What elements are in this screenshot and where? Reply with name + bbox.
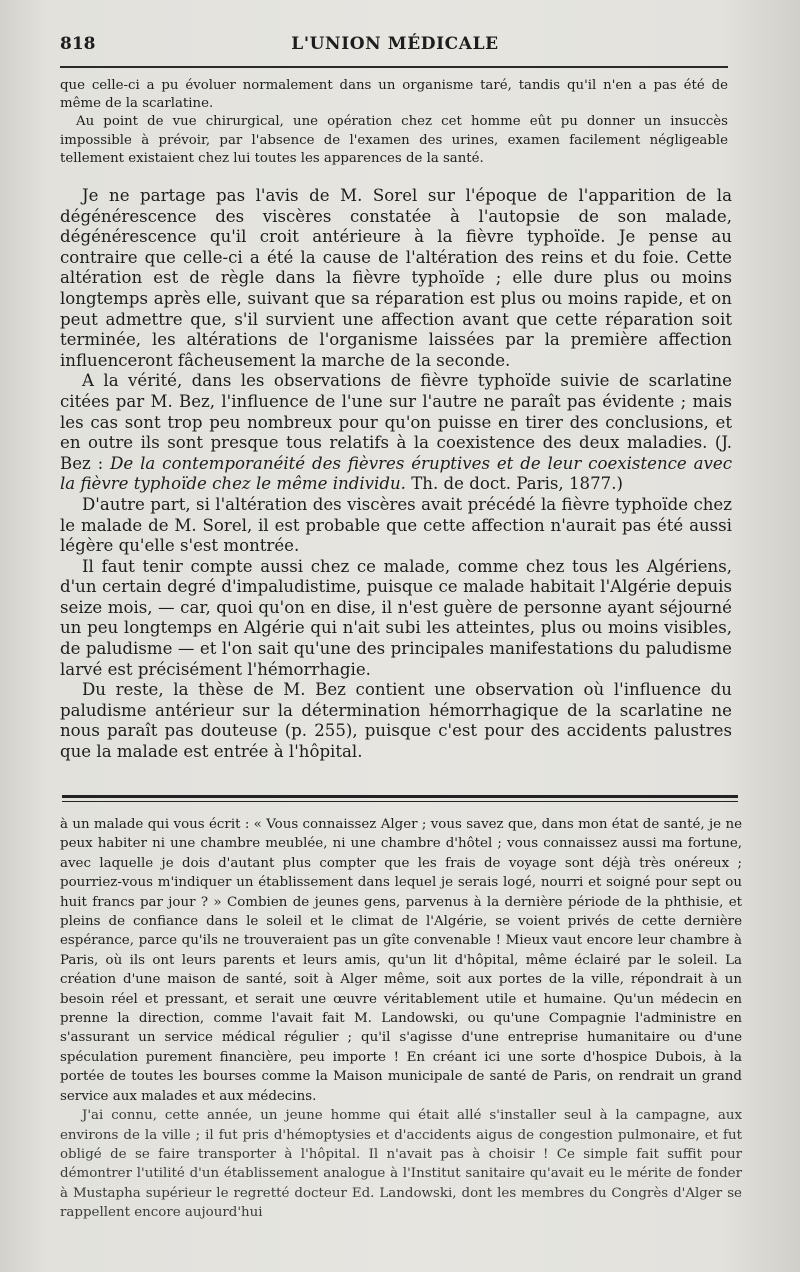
main-paragraph [60, 371, 732, 495]
main-paragraph: D'autre part, si l'altération des viscères avait précédé la fièvre typhoïde chez le malade de M. Sorel, il est probable que cette affection n'aurait pas été aussi légère qu'elle s'est montrée. [60, 494, 732, 556]
main-paragraph: Je ne partage pas l'avis de M. Sorel sur l'époque de l'apparition de la dégénérescence des viscères constatée à l'autopsie de son malade, dégénérescence qu'il croit antérieure à la fièvre typhoïde. Je pense au contraire que celle-ci a été la cause de l'altération des reins et du foie. Cette altération est de règle dans la fièvre typhoïde ; elle dure plus ou moins longtemps après elle, suivant que sa réparation est plus ou moins rapide, et on peut admettre que, s'il survient une affection avant que cette réparation soit terminée, les altérations de l'organisme laissées par la première affection influenceront fâcheusement la marche de la seconde. [60, 186, 732, 370]
footnote-paragraph: J'ai connu, cette année, un jeune homme qui était allé s'installer seul à la campagne, aux environs de la ville ; il fut pris d'hémoptysies et d'accidents aigus de congestion pulmonaire, et fut obligé de se faire transporter à l'hôpital. Il n'avait pas à choisir ! Ce simple fait suffit pour démontrer l'utilité d'un établissement analogue à l'Institut sanitaire qu'avait eu le mérite de fonder à Mustapha supérieur le regretté docteur Ed. Landowski, dont les membres du Congrès d'Alger se rappellent encore aujourd'hui [60, 1108, 742, 1221]
thesis-title: De la contemporanéité des fièvres éruptives et de leur coexistence avec la fièvre typhoïde chez le même individu. [60, 453, 732, 494]
paragraph-text: Th. de doct. Paris, 1877.) [405, 474, 623, 494]
page-number: 818 [60, 34, 96, 54]
footnote-text [60, 815, 742, 1223]
main-paragraph: Il faut tenir compte aussi chez ce malade, comme chez tous les Algériens, d'un certain degré d'impaludistime, puisque ce malade habitait l'Algérie depuis seize mois, — car, quoi qu'on en dise, il n'est guère de personne ayant séjourné un peu longtemps en Algérie qui n'ait subi les atteintes, plus ou moins visibles, de paludisme — et l'on sait qu'une des principales manifestations du paludisme larvé est précisément l'hémorrhagie. [60, 556, 732, 679]
header-rule [60, 66, 728, 68]
page-header [60, 34, 730, 58]
running-title: L'UNION MÉDICALE [291, 34, 499, 54]
main-paragraph: Du reste, la thèse de M. Bez contient une observation où l'influence du paludisme antérieur sur la détermination hémorrhagique de la scarlatine ne nous paraît pas douteuse (p. 255), puisque c'est pour des accidents palustres que la malade est entrée à l'hôpital. [60, 680, 732, 762]
intro-paragraph: Au point de vue chirurgical, une opération chez cet homme eût pu donner un insuccès impossible à prévoir, par l'absence de l'examen des urines, examen facilement négligeable tellement existaient chez lui toutes les apparences de la santé. [60, 114, 728, 166]
main-text [60, 186, 732, 763]
footnote-separator [62, 795, 738, 802]
paragraph-text: A la vérité, dans les observations de fièvre typhoïde suivie de scarlatine citées par M. Bez, l'influence de l'une sur l'autre ne paraît pas évidente ; mais les cas sont trop peu nombreux pour qu'on puisse en tirer des conclusions, et en outre ils sont presque tous relatifs à la coexistence des deux maladies. (J. Bez : [60, 371, 732, 473]
footnote-paragraph: à un malade qui vous écrit : « Vous connaissez Alger ; vous savez que, dans mon état de santé, je ne peux habiter ni une chambre meublée, ni une chambre d'hôtel ; vous connaissez aussi ma fortune, avec laquelle je dois d'autant plus compter que les frais de voyage sont déjà très onéreux ; pourriez-vous m'indiquer un établissement dans lequel je serais logé, nourri et soigné pour sept ou huit francs par jour ? » Combien de jeunes gens, parvenus à la dernière période de la phthisie, et pleins de confiance dans le soleil et le climat de l'Algérie, se voient privés de cette dernière espérance, parce qu'ils ne trouveraient pas un gîte convenable ! Mieux vaut encore leur chambre à Paris, où ils ont leurs parents et leurs amis, qu'un lit d'hôpital, même éclairé par le soleil. La création d'une maison de santé, soit à Alger même, soit aux portes de la ville, répondrait à un besoin réel et pressant, et serait une œuvre véritablement utile et humaine. Qu'un médecin en prenne la direction, comme l'avait fait M. Landowski, ou qu'une Compagnie l'administre en s'assurant un service médical régulier ; qu'il s'agisse d'une entreprise humanitaire ou d'une spéculation purement financière, peu importe ! En créant ici une sorte d'hospice Dubois, à la portée de toutes les bourses comme la Maison municipale de santé de Paris, on rendrait un grand service aux malades et aux médecins. [60, 817, 742, 1104]
intro-paragraph: que celle-ci a pu évoluer normalement dans un organisme taré, tandis qu'il n'en a pas été de même de la scarlatine. [60, 78, 728, 112]
intro-text [60, 77, 728, 168]
